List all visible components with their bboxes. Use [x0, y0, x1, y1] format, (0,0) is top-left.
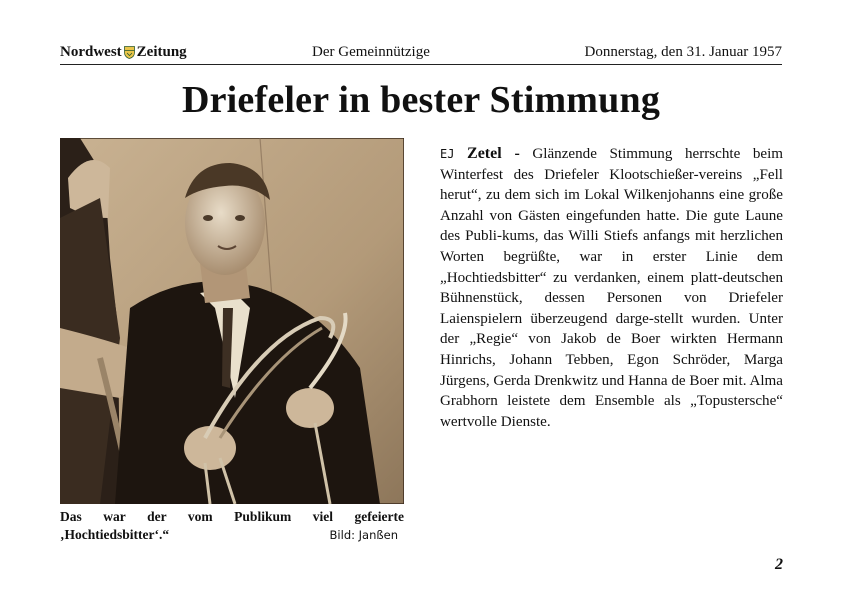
coat-of-arms-icon — [124, 46, 135, 59]
caption-line-1: Das war der vom Publikum viel gefeierte — [60, 509, 404, 524]
masthead — [60, 44, 187, 61]
issue-date: Donnerstag, den 31. Januar 1957 — [584, 44, 782, 60]
author-initials: EJ — [440, 147, 455, 161]
article-body — [440, 144, 783, 432]
photo-credit: Bild: Janßen — [329, 528, 398, 542]
headline: Driefeler in bester Stimmung — [181, 79, 661, 121]
photo-caption — [60, 508, 404, 544]
newspaper-header — [60, 42, 782, 65]
article-photo — [60, 138, 404, 504]
section-name: Der Gemeinnützige — [312, 44, 430, 60]
dateline-place: Zetel - — [467, 145, 520, 162]
caption-line-2: ‚Hochtiedsbitter‘.“ — [60, 527, 170, 542]
masthead-left: Nordwest — [60, 44, 122, 60]
masthead-right: Zeitung — [136, 44, 187, 60]
page-number: 2 — [775, 556, 783, 573]
article-text: Glänzende Stimmung herrschte beim Winterfest des Driefeler Klootschießer-vereins „Fell herut“, zu dem sich im Lokal Wilkenjohanns eine große Anzahl von Gästen eingefunden hatte. Die gute Laune des Publi-kums, das Willi Stiefs anfangs mit herzlichen Worten begrüßte, war in erster Linie dem „Hochtiedsbitter“ zu verdanken, einem platt-deutschen Bühnenstück, dessen Personen von Driefeler Laienspielern überzeugend darge-stellt wurden. Unter der „Regie“ von Jakob de Boer wirkten Hermann Hinrichs, Johann Tebben, Egon Schröder, Marga Jürgens, Gerda Drenkwitz und Hanna de Boer mit. Alma Grabhorn leistete dem Ensemble als „Topustersche“ wertvolle Dienste. — [440, 146, 784, 430]
